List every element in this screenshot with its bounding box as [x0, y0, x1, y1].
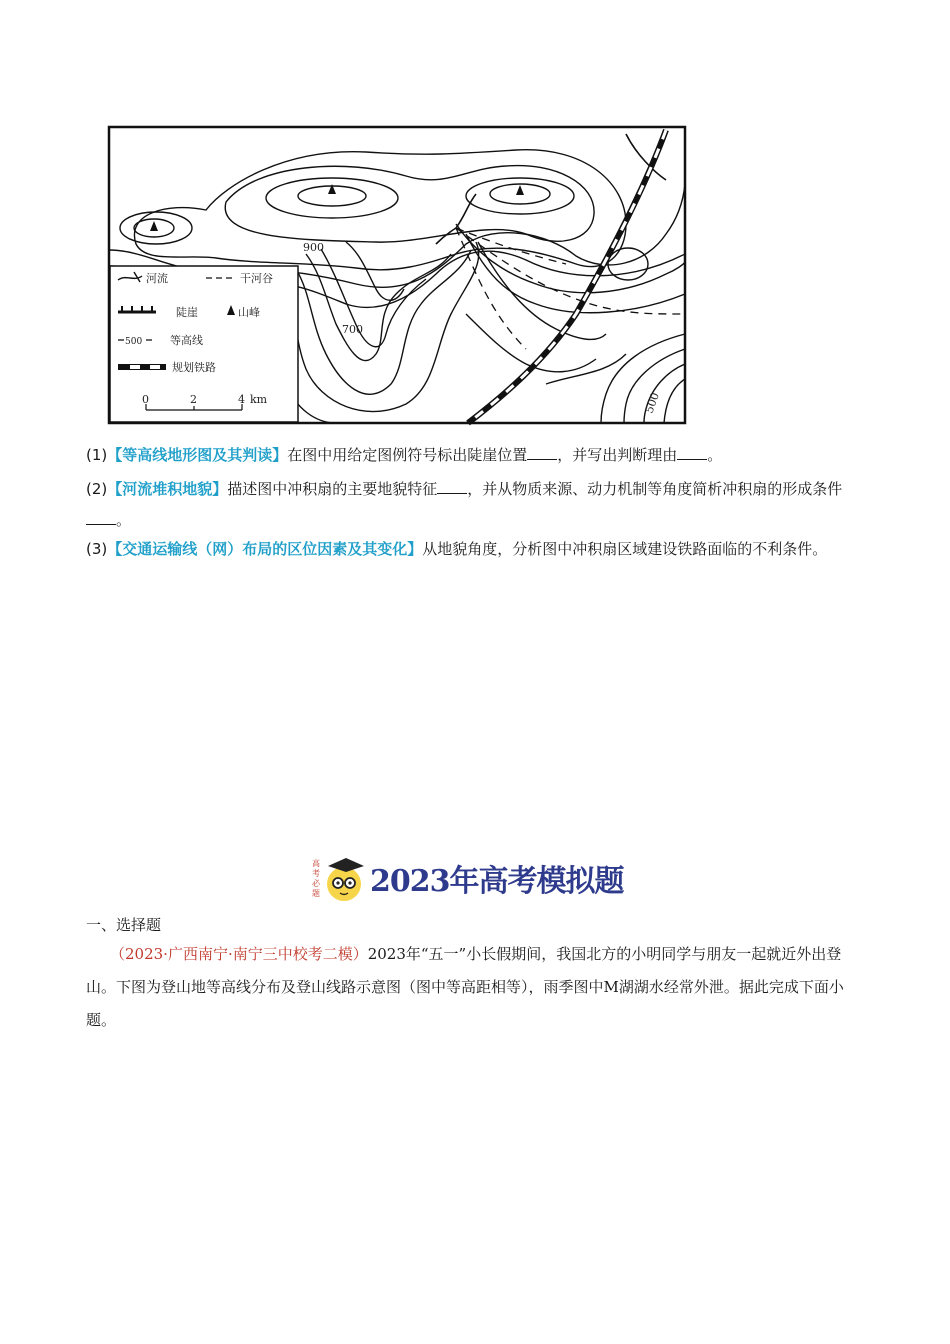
- answer-blank[interactable]: [86, 512, 116, 525]
- contour-map-figure: [106, 124, 688, 426]
- legend-peak: 山峰: [238, 306, 260, 319]
- question-source: （2023·广西南宁·南宁三中校考二模）: [110, 945, 368, 963]
- scale-2: 2: [190, 393, 197, 406]
- answer-blank[interactable]: [677, 447, 707, 460]
- question-number: (1): [86, 446, 108, 464]
- answer-blank[interactable]: [437, 481, 467, 494]
- question-intro: [86, 938, 866, 1037]
- section-banner: [310, 852, 624, 904]
- question-text: 描述图中冲积扇的主要地貌特征: [227, 480, 438, 498]
- scale-unit: km: [250, 393, 268, 406]
- question-text: 。: [116, 511, 132, 529]
- legend-contour-sample: 500: [125, 337, 143, 347]
- question-number: (3): [86, 540, 108, 558]
- railway-symbol: [118, 364, 166, 370]
- legend-dry-valley: 干河谷: [240, 272, 273, 285]
- contour-label-900: 900: [303, 241, 324, 254]
- banner-title: 2023年高考模拟题: [370, 864, 624, 899]
- scale-0: 0: [142, 393, 149, 406]
- legend-river: 河流: [146, 272, 168, 285]
- contour-label-700: 700: [342, 323, 363, 336]
- scale-4: 4: [238, 393, 245, 406]
- question-tag: 【河流堆积地貌】: [107, 480, 228, 498]
- question-tag: 【等高线地形图及其判读】: [107, 446, 288, 464]
- section-title: 一、选择题: [86, 916, 162, 934]
- question-text: 在图中用给定图例符号标出陡崖位置: [287, 446, 528, 464]
- mascot-logo-icon: [310, 852, 366, 904]
- map-legend: [110, 266, 298, 422]
- question-text: ，并从物质来源、动力机制等角度简析冲积扇的形成条件: [467, 480, 843, 498]
- svg-text:考: 考: [312, 869, 320, 878]
- question-1: [86, 440, 866, 471]
- question-tag: 【交通运输线（网）布局的区位因素及其变化】: [107, 540, 423, 558]
- logo-text: 高: [312, 859, 320, 868]
- answer-blank[interactable]: [527, 447, 557, 460]
- question-text: 。: [707, 446, 723, 464]
- question-text: 从地貌角度，分析图中冲积扇区域建设铁路面临的不利条件。: [422, 540, 828, 558]
- legend-contour: 等高线: [170, 334, 203, 347]
- contour-label-500: 500: [642, 390, 663, 416]
- intro-text: 2023年“五一”小长假期间，我国北方的小明同学与朋友一起就近外出登山。下图为登山地等高线分布及登山线路示意图（图中等高距相等），雨季图中M湖湖水经常外泄。据此完成下面小题。: [86, 945, 844, 1029]
- question-3: [86, 534, 866, 565]
- legend-railway: 规划铁路: [172, 361, 216, 374]
- question-number: (2): [86, 480, 108, 498]
- contour-map: [106, 124, 688, 426]
- svg-text:题: 题: [312, 889, 320, 898]
- legend-cliff: 陡崖: [176, 306, 198, 319]
- question-text: ，并写出判断理由: [557, 446, 678, 464]
- svg-text:必: 必: [312, 879, 320, 888]
- question-2: [86, 474, 866, 536]
